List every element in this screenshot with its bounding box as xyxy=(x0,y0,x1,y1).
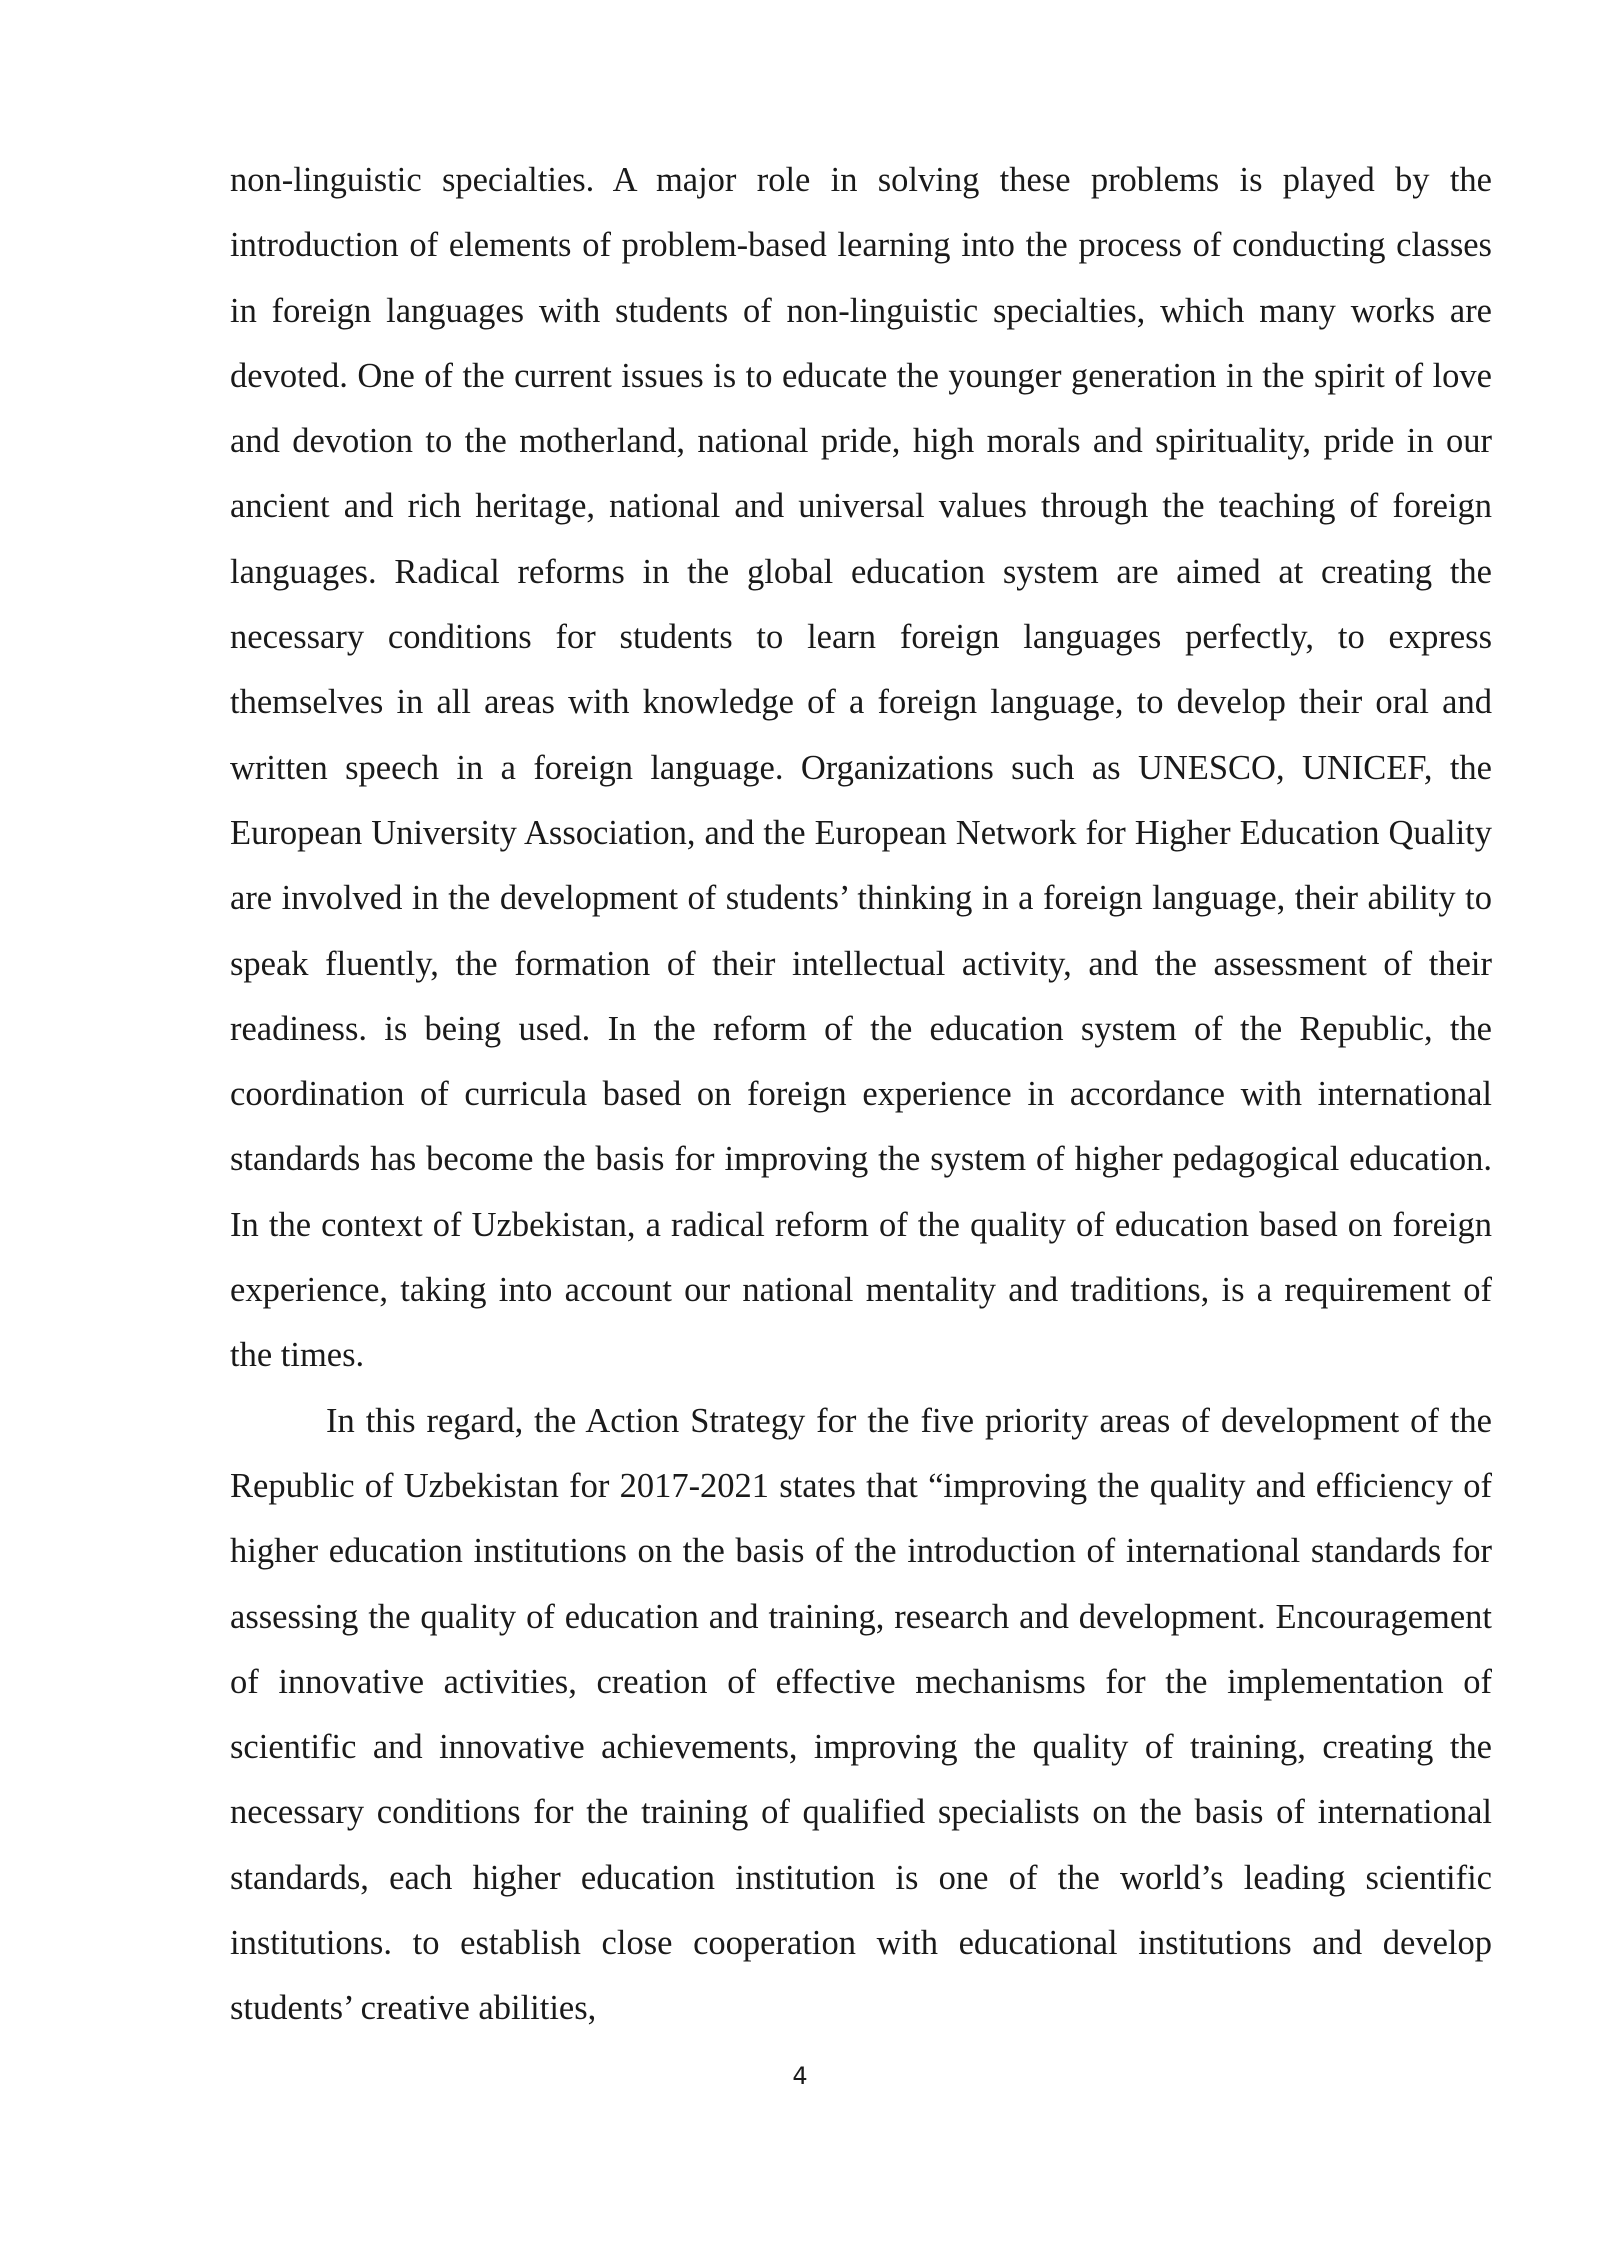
page-number: 4 xyxy=(792,2062,808,2090)
body-text xyxy=(230,148,1492,2042)
paragraph-action-strategy: In this regard, the Action Strategy for the five priority areas of development of the Republic of Uzbekistan for 2017-2021 states that “improving the quality and efficiency of higher education institutions on the basis of the introduction of international standards for assessing the quality of education and training, research and development. Encouragement of innovative activities, creation of effective mechanisms for the implementation of scientific and innovative achievements, improving the quality of training, creating the necessary conditions for the training of qualified specialists on the basis of international standards, each higher education institution is one of the world’s leading scientific institutions. to establish close cooperation with educational institutions and develop students’ creative abilities, xyxy=(230,1401,1492,2028)
paragraph-continuation: non-linguistic specialties. A major role in solving these problems is played by the introduction of elements of problem-based learning into the process of conducting classes in foreign languages with students of non-linguistic specialties, which many works are devoted. One of the current issues is to educate the younger generation in the spirit of love and devotion to the motherland, national pride, high morals and spirituality, pride in our ancient and rich heritage, national and universal values through the teaching of foreign languages. Radical reforms in the global education system are aimed at creating the necessary conditions for students to learn foreign languages perfectly, to express themselves in all areas with knowledge of a foreign language, to develop their oral and written speech in a foreign language. Organizations such as UNESCO, UNICEF, the European University Association, and the European Network for Higher Education Quality are involved in the development of students’ thinking in a foreign language, their ability to speak fluently, the formation of their intellectual activity, and the assessment of their readiness. is being used. In the reform of the education system of the Republic, the coordination of curricula based on foreign experience in accordance with international standards has become the basis for improving the system of higher pedagogical education. In the context of Uzbekistan, a radical reform of the quality of education based on foreign experience, taking into account our national mentality and traditions, is a requirement of the times. xyxy=(230,161,1492,1375)
